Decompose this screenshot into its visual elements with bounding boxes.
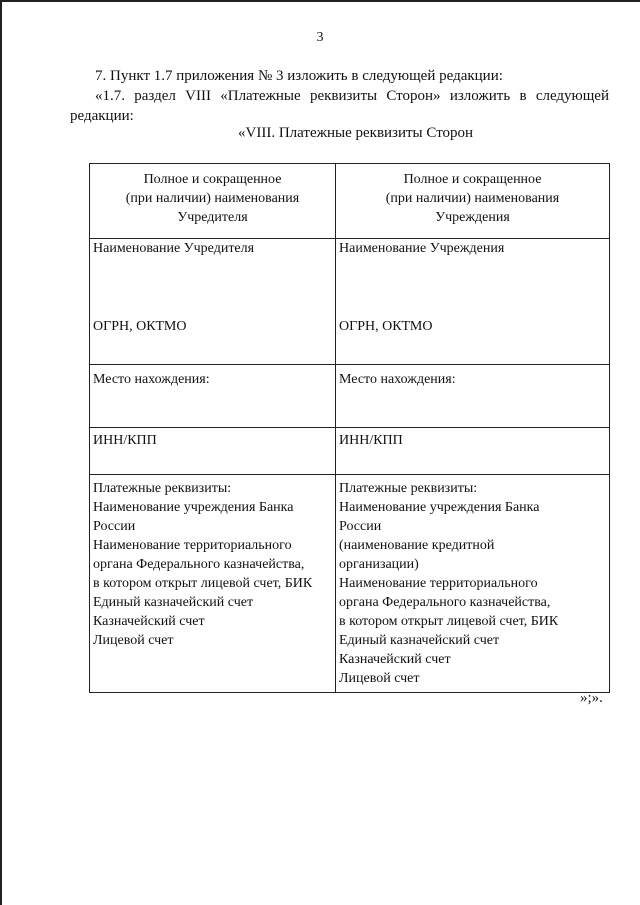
- institution-payment-line: органа Федерального казначейства,: [339, 595, 551, 610]
- table-row-inn: [90, 428, 610, 475]
- founder-payment-line: в котором открыт лицевой счет, БИК: [93, 576, 313, 591]
- closing-quote-mark: »;».: [580, 690, 603, 706]
- cell-institution-payment: [336, 475, 610, 693]
- founder-payment-line: Единый казначейский счет: [93, 595, 254, 610]
- header-founder: [90, 164, 336, 239]
- amendment-quote-line-2: редакции:: [70, 108, 134, 124]
- institution-payment-line: Наименование учреждения Банка: [339, 500, 540, 515]
- institution-payment-line: Наименование территориального: [339, 576, 538, 591]
- founder-ogrn-label: ОГРН, ОКТМО: [93, 319, 187, 334]
- cell-institution-location: Место нахождения:: [336, 365, 610, 428]
- table-row-payment: [90, 475, 610, 693]
- header-institution-line: Учреждения: [435, 210, 510, 225]
- cell-founder-location: Место нахождения:: [90, 365, 336, 428]
- header-founder-line: (при наличии) наименования: [125, 191, 300, 206]
- header-founder-line: Учредителя: [177, 210, 248, 225]
- founder-payment-line: Казначейский счет: [93, 614, 205, 629]
- table-row-location: [90, 365, 610, 428]
- institution-name-label: Наименование Учреждения: [339, 241, 505, 256]
- founder-payment-line: России: [93, 519, 136, 534]
- institution-payment-line: (наименование кредитной: [339, 538, 495, 553]
- institution-ogrn-label: ОГРН, ОКТМО: [339, 319, 433, 334]
- founder-payment-line: Наименование учреждения Банка: [93, 500, 294, 515]
- header-institution-line: (при наличии) наименования: [385, 191, 560, 206]
- founder-name-label: Наименование Учредителя: [93, 241, 255, 256]
- institution-payment-line: организации): [339, 557, 419, 572]
- amendment-item: 7. Пункт 1.7 приложения № 3 изложить в следующей редакции:: [95, 68, 503, 84]
- page-border-left: [0, 0, 2, 905]
- cell-institution-name: [336, 239, 610, 365]
- institution-payment-line: Казначейский счет: [339, 652, 451, 667]
- institution-payment-line: России: [339, 519, 382, 534]
- requisites-table: [89, 163, 610, 693]
- table-header-row: [90, 164, 610, 239]
- institution-payment-line: Платежные реквизиты:: [339, 481, 478, 496]
- page-number: 3: [316, 30, 324, 45]
- page-border-top: [0, 0, 640, 2]
- cell-institution-inn: ИНН/КПП: [336, 428, 610, 475]
- header-institution-line: Полное и сокращенное: [403, 172, 542, 187]
- institution-payment-line: Единый казначейский счет: [339, 633, 500, 648]
- header-institution: [336, 164, 610, 239]
- founder-payment-line: Лицевой счет: [93, 633, 174, 648]
- founder-payment-line: органа Федерального казначейства,: [93, 557, 305, 572]
- institution-payment-line: Лицевой счет: [339, 671, 420, 686]
- institution-payment-line: в котором открыт лицевой счет, БИК: [339, 614, 559, 629]
- cell-founder-inn: ИНН/КПП: [90, 428, 336, 475]
- section-title: «VIII. Платежные реквизиты Сторон: [238, 125, 474, 141]
- amendment-quote-line-1: «1.7. раздел VIII «Платежные реквизиты Сторон» изложить в следующей: [95, 88, 609, 104]
- founder-payment-line: Наименование территориального: [93, 538, 292, 553]
- table-row-name: [90, 239, 610, 365]
- founder-payment-line: Платежные реквизиты:: [93, 481, 232, 496]
- cell-founder-name: [90, 239, 336, 365]
- header-founder-line: Полное и сокращенное: [143, 172, 282, 187]
- cell-founder-payment: [90, 475, 336, 693]
